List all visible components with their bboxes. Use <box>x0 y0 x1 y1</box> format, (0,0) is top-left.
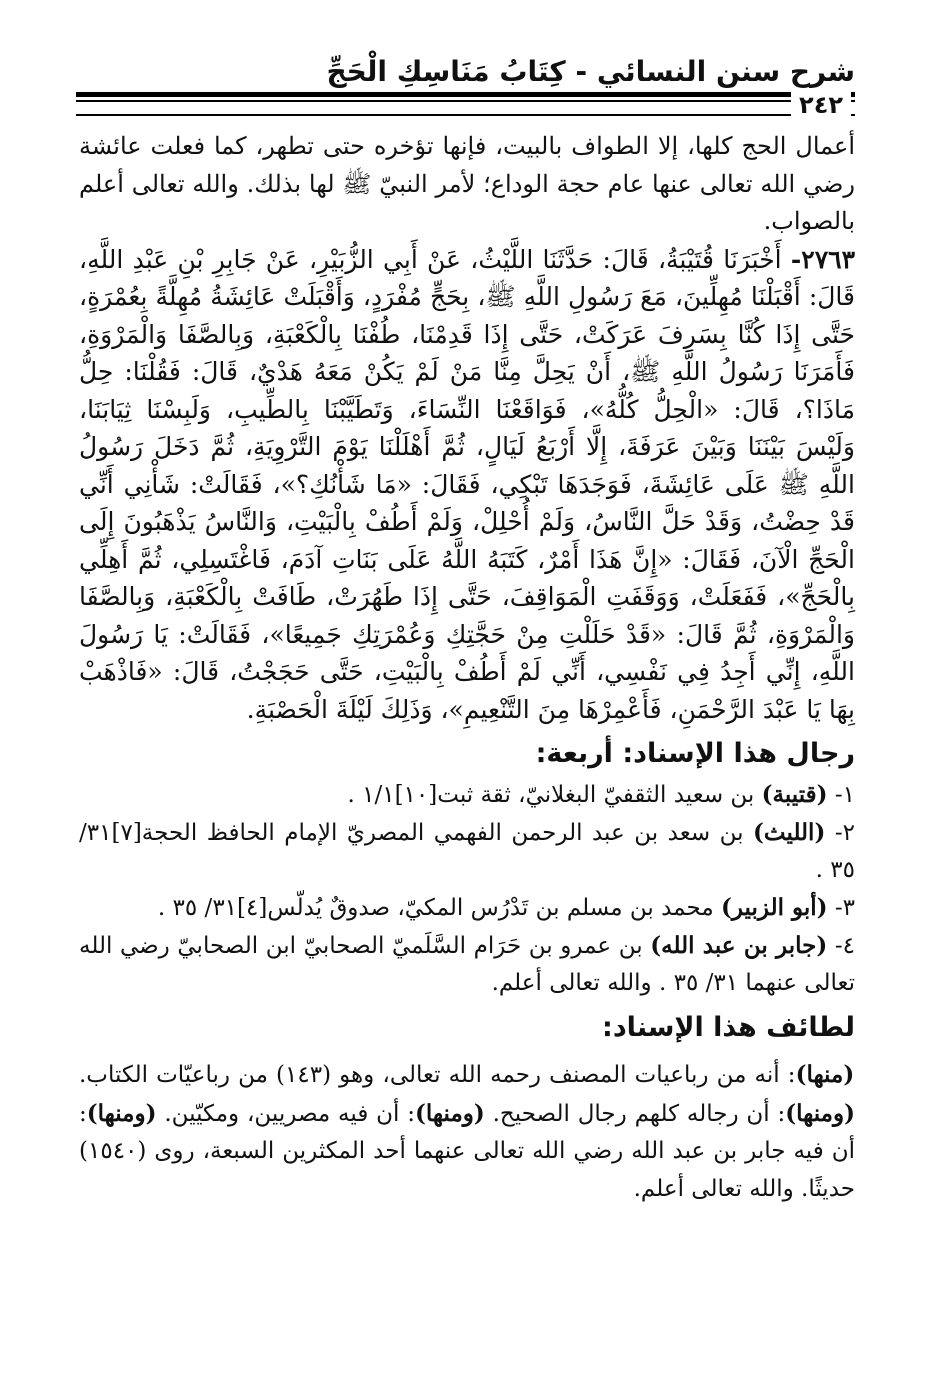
subtlety-text: : أن فيه مصريين، ومكيّين. <box>156 1100 416 1127</box>
narrator-number: ٢- <box>834 820 855 846</box>
subtlety-label: (ومنها) <box>415 1099 485 1127</box>
page-body <box>79 128 855 1208</box>
narrator-name: (جابر بن عبد الله) <box>650 932 828 959</box>
header-rule-thick <box>76 92 855 97</box>
narrator-item <box>79 776 855 814</box>
running-header-title: شرح سنن النسائي - كِتَابُ مَنَاسِكِ الْحَجِّ <box>326 55 855 88</box>
hadith-text: أَخْبَرَنَا قُتَيْبَةُ، قَالَ: حَدَّثَنَا اللَّيْثُ، عَنْ أَبِي الزُّبَيْرِ، عَنْ جَابِرِ بْنِ عَبْدِ اللَّهِ، قَالَ: أَقْبَلْنَا مُهِلِّينَ، مَعَ رَسُولِ اللَّهِ ﷺ، بِحَجٍّ مُفْرَدٍ، وَأَقْبَلَتْ عَائِشَةُ مُهِلَّةً بِعُمْرَةٍ، حَتَّى إِذَا كُنَّا بِسَرِفَ عَرَكَتْ، حَتَّى إِذَا قَدِمْنَا، طُفْنَا بِالْكَعْبَةِ، وَبِالصَّفَا وَالْمَرْوَةِ، فَأَمَرَنَا رَسُولُ اللَّهِ ﷺ، أَنْ يَحِلَّ مِنَّا مَنْ لَمْ يَكُنْ مَعَهُ هَدْيٌ، قَالَ: فَقُلْنَا: حِلُّ مَاذَا؟، قَالَ: «الْحِلُّ كُلُّهُ»، فَوَاقَعْنَا النِّسَاءَ، وَتَطَيَّبْنَا بِالطِّيبِ، وَلَبِسْنَا ثِيَابَنَا، وَلَيْسَ بَيْنَنَا وَبَيْنَ عَرَفَةَ، إِلَّا أَرْبَعُ لَيَالٍ، ثُمَّ أَهْلَلْنَا يَوْمَ التَّرْوِيَةِ، ثُمَّ دَخَلَ رَسُولُ اللَّهِ ﷺ عَلَى عَائِشَةَ، فَوَجَدَهَا تَبْكِي، فَقَالَ: «مَا شَأْنُكِ؟»، فَقَالَتْ: شَأْنِي أَنِّي قَدْ حِضْتُ، وَقَدْ حَلَّ النَّاسُ، وَلَمْ أُحْلِلْ، وَلَمْ أَطُفْ بِالْبَيْتِ، وَالنَّاسُ يَذْهَبُونَ إِلَى الْحَجِّ الْآنَ، فَقَالَ: «إِنَّ هَذَا أَمْرٌ، كَتَبَهُ اللَّهُ عَلَى بَنَاتِ آدَمَ، فَاغْتَسِلِي، ثُمَّ أَهِلِّي بِالْحَجِّ»، فَفَعَلَتْ، وَوَقَفَتِ الْمَوَاقِفَ، حَتَّى إِذَا طَهُرَتْ، طَافَتْ بِالْكَعْبَةِ، وَبِالصَّفَا وَالْمَرْوَةِ، ثُمَّ قَالَ: «قَدْ حَلَلْتِ مِنْ حَجَّتِكِ وَعُمْرَتِكِ جَمِيعًا»، فَقَالَتْ: يَا رَسُولَ اللَّهِ، إِنِّي أَجِدُ فِي نَفْسِي، أَنِّي لَمْ أَطُفْ بِالْبَيْتِ، حَتَّى حَجَجْتُ، قَالَ: «فَاذْهَبْ بِهَا يَا عَبْدَ الرَّحْمَنِ، فَأَعْمِرْهَا مِنَ التَّنْعِيمِ»، وَذَلِكَ لَيْلَةَ الْحَصْبَةِ. <box>79 244 855 724</box>
narrator-name: (قتيبة) <box>761 781 828 808</box>
narrator-desc: بن عمرو بن حَرَام السَّلَميّ الصحابيّ ابن الصحابيّ رضي الله تعالى عنهما ٣١/ ٣٥ . والله تعالى أعلم. <box>79 933 855 996</box>
narrator-number: ١- <box>834 782 855 808</box>
subtlety-label: (ومنها) <box>86 1099 157 1127</box>
narrator-item <box>79 889 855 927</box>
narrators-heading: رجال هذا الإسناد: أربعة: <box>535 738 855 769</box>
narrator-desc: بن سعد بن عبد الرحمن الفهمي المصريّ الإمام الحافظ الحجة[٧]٣١/ ٣٥ . <box>79 820 855 883</box>
subtleties-heading: لطائف هذا الإسناد: <box>602 1012 855 1043</box>
subtlety-label: (منها) <box>795 1061 855 1088</box>
narrator-name: (الليث) <box>753 819 826 846</box>
subtlety-text: : أن فيه جابر بن عبد الله رضي الله تعالى عنهما أحد المكثرين السبعة، روى (١٥٤٠) حديثًا. والله تعالى أعلم. <box>79 1100 855 1202</box>
subtlety-text: : أنه من رباعيات المصنف رحمه الله تعالى، وهو (١٤٣) من رباعيّات الكتاب. <box>79 1062 796 1088</box>
narrator-number: ٤- <box>834 933 856 959</box>
narrator-desc: محمد بن مسلم بن تَدْرُس المكيّ، صدوقٌ يُدلّس[٤]٣١/ ٣٥ . <box>157 895 714 921</box>
narrator-number: ٣- <box>834 895 855 921</box>
narrators-list <box>79 776 855 1002</box>
subtlety-text: : أن رجاله كلهم رجال الصحيح. <box>484 1100 786 1127</box>
hadith-number: ٢٧٦٣- <box>790 244 855 274</box>
narrator-name: (أبو الزبير) <box>720 894 828 921</box>
header-rule-thin <box>76 100 855 102</box>
narrator-item <box>79 927 855 1002</box>
subtleties-paragraph <box>79 1056 855 1208</box>
page-number: ٢٤٢ <box>791 90 851 120</box>
narrator-item <box>79 814 855 889</box>
narrator-desc: بن سعيد الثقفيّ البغلانيّ، ثقة ثبت[١٠]١/١ . <box>347 782 755 808</box>
intro-paragraph: أعمال الحج كلها، إلا الطواف بالبيت، فإنها تؤخره حتى تطهر، كما فعلت عائشة رضي الله تعالى عنها عام حجة الوداع؛ لأمر النبيّ ﷺ لها بذلك. والله تعالى أعلم بالصواب. <box>79 132 855 235</box>
header-rule-bottom <box>76 114 855 116</box>
subtlety-label: (ومنها) <box>785 1099 855 1127</box>
hadith-block <box>79 241 855 729</box>
